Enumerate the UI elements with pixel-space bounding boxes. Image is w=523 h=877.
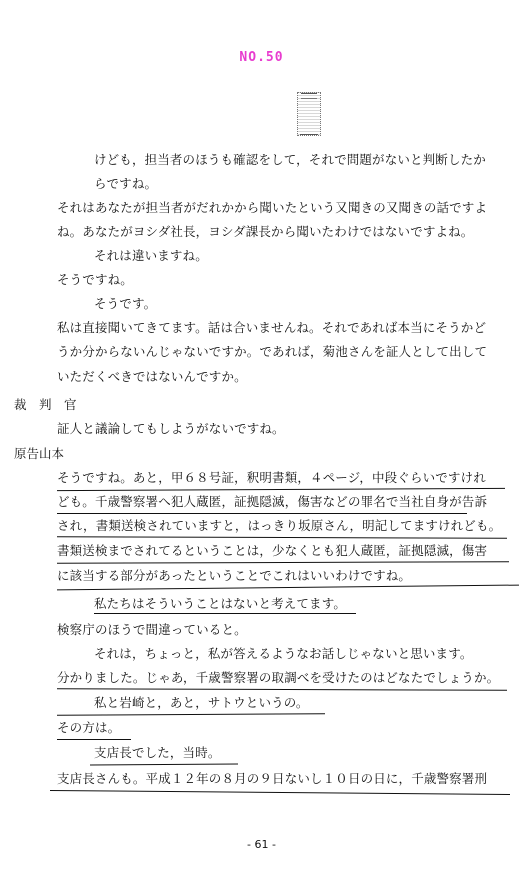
transcript-line: それはあなたが担当者がだれかから聞いたという又聞きの又聞きの話ですよ xyxy=(57,200,488,215)
transcript-line: 分かりました。じゃあ，千歳警察署の取調べを受けたのはどなたでしょうか。 xyxy=(57,670,500,685)
underline-mark xyxy=(90,763,238,765)
transcript-line: 検察庁のほうで間違っていると。 xyxy=(57,622,247,637)
transcript-line: ども。千歳警察署へ犯人蔵匿，証拠隠滅，傷害などの罪名で当社自身が告訴 xyxy=(57,494,488,509)
transcript-line: 支店長さんも。平成１２年の８月の９日ないし１０日の日に，千歳警察署刑 xyxy=(57,771,488,786)
transcript-line: 私は直接聞いてきてます。話は合いませんね。それであれば本当にそうかど xyxy=(57,320,487,335)
underline-mark xyxy=(57,561,509,564)
transcript-line: 支店長でした，当時。 xyxy=(94,745,221,760)
transcript-line: ね。あなたがヨシダ社長，ヨシダ課長から聞いたわけではないですよね。 xyxy=(57,224,474,239)
transcript-line: そうですね。 xyxy=(57,272,133,287)
transcript-line: そうです。 xyxy=(94,296,157,311)
underline-mark xyxy=(50,790,510,795)
underline-mark xyxy=(57,513,467,514)
transcript-line: らですね。 xyxy=(94,176,158,191)
transcript-line: その方は。 xyxy=(57,720,121,735)
underline-mark xyxy=(57,585,519,591)
page-number: - 61 - xyxy=(247,838,276,851)
transcript-line: それは違いますね。 xyxy=(94,248,208,263)
speaker-label-plaintiff: 原告山本 xyxy=(14,446,65,461)
underline-mark xyxy=(57,713,325,715)
transcript-line: に該当する部分があったということでこれはいいわけですね。 xyxy=(57,568,412,583)
transcript-line: 私と岩崎と，あと，サトウというの。 xyxy=(94,695,309,710)
transcript-line: 私たちはそういうことはないと考えてます。 xyxy=(94,596,347,611)
underline-mark xyxy=(57,739,131,740)
transcript-line: いただくべきではないんですか。 xyxy=(57,369,247,384)
transcript-line: 書類送検までされてるということは，少なくとも犯人蔵匿，証拠隠滅，傷害 xyxy=(57,543,488,558)
underline-mark xyxy=(57,688,507,691)
transcript-line: そうですね。あと，甲６８号証，釈明書類，４ページ，中段ぐらいですけれ xyxy=(57,470,486,485)
transcript-line: それは，ちょっと，私が答えるようなお話しじゃないと思います。 xyxy=(94,646,473,661)
underline-mark xyxy=(94,613,356,614)
transcript-line: うか分からないんじゃないですか。であれば，菊池さんを証人として出して xyxy=(57,344,488,359)
underline-mark xyxy=(57,488,505,491)
stamp-seal xyxy=(297,92,321,136)
underline-mark xyxy=(57,536,507,539)
document-number: NO.50 xyxy=(239,50,284,65)
transcript-line: けども，担当者のほうも確認をして，それで問題がないと判断したか xyxy=(94,152,486,167)
transcript-line: 証人と議論してもしようがないですね。 xyxy=(57,421,285,436)
transcript-line: され，書類送検されていますと，はっきり坂原さん，明記してますけれども。 xyxy=(57,518,502,533)
speaker-label-judge: 裁 判 官 xyxy=(14,397,77,412)
